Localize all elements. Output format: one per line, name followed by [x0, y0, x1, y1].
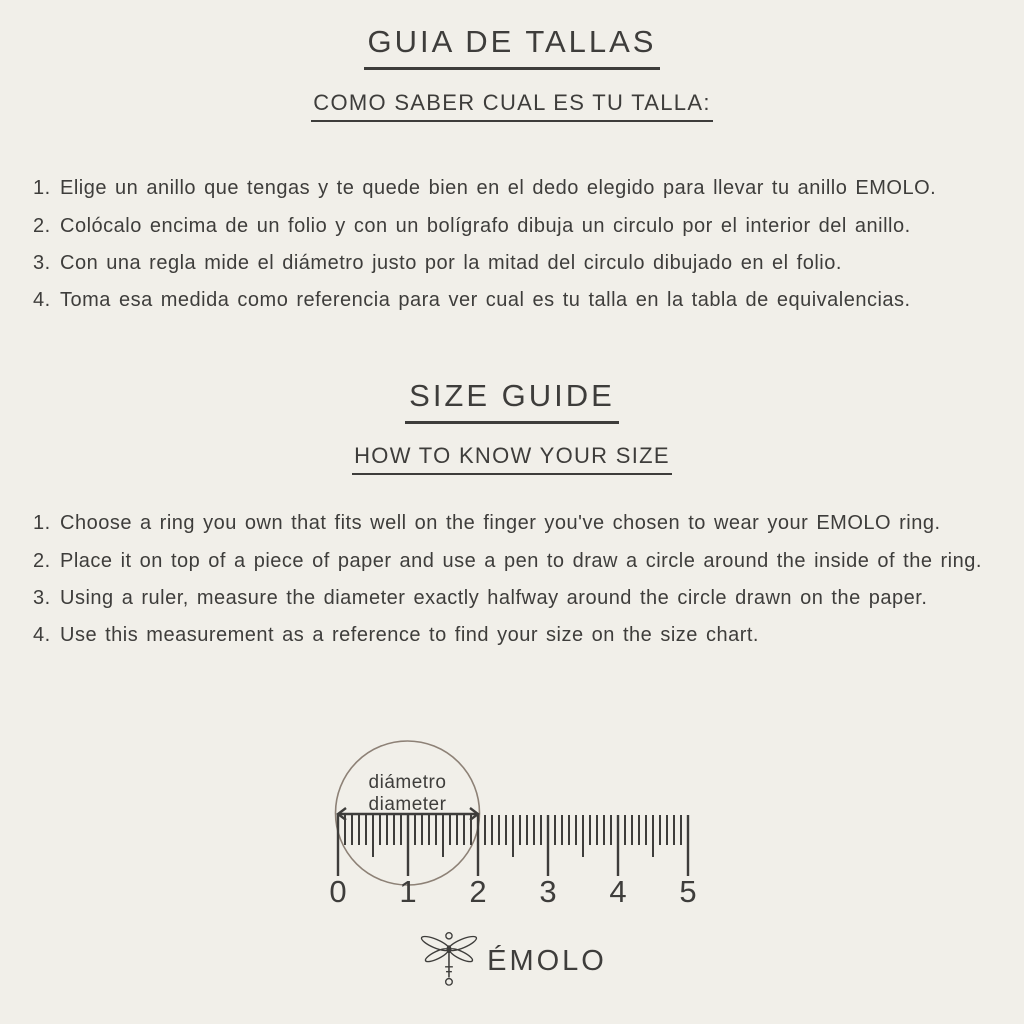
- step-text: Elige un anillo que tengas y te quede bien en el dedo elegido para llevar tu anillo EMOLO.: [60, 177, 937, 200]
- brand-name: ÉMOLO: [487, 944, 607, 977]
- step-text: Using a ruler, measure the diameter exactly halfway around the circle drawn on the paper.: [60, 586, 928, 609]
- spanish-steps-list: [33, 170, 1016, 320]
- step-number: 4.: [33, 624, 51, 647]
- step-text: Colócalo encima de un folio y con un bolígrafo dibuja un circulo por el interior del anillo.: [60, 214, 911, 237]
- ruler-number-5: 5: [679, 874, 697, 909]
- list-item: [33, 170, 1016, 207]
- ruler-number-0: 0: [329, 874, 347, 909]
- step-text: Con una regla mide el diámetro justo por la mitad del circulo dibujado en el folio.: [60, 251, 842, 274]
- brand-logo: [0, 928, 1024, 994]
- step-number: 1.: [33, 177, 51, 200]
- ruler-minor-ticks: [345, 815, 681, 857]
- ruler-number-2: 2: [469, 874, 487, 909]
- step-number: 2.: [33, 214, 51, 237]
- step-text: Choose a ring you own that fits well on the finger you've chosen to wear your EMOLO ring.: [60, 512, 941, 535]
- spanish-title: GUIA DE TALLAS: [364, 24, 661, 70]
- english-subtitle: HOW TO KNOW YOUR SIZE: [352, 443, 672, 475]
- diameter-label-en: diameter: [368, 794, 447, 815]
- ruler-number-4: 4: [609, 874, 627, 909]
- list-item: [33, 580, 1016, 617]
- step-number: 3.: [33, 251, 51, 274]
- list-item: [33, 245, 1016, 282]
- list-item: [33, 505, 1016, 542]
- step-text: Place it on top of a piece of paper and use a pen to draw a circle around the inside of the ring.: [60, 549, 982, 572]
- list-item: [33, 617, 1016, 654]
- step-number: 2.: [33, 549, 51, 572]
- step-text: Use this measurement as a reference to find your size on the size chart.: [60, 624, 759, 647]
- list-item: [33, 207, 1016, 244]
- step-number: 4.: [33, 289, 51, 312]
- ruler-numbers: [329, 874, 696, 909]
- english-steps-list: [33, 505, 1016, 655]
- english-title: SIZE GUIDE: [405, 378, 619, 424]
- ruler-illustration: [300, 735, 724, 910]
- dragonfly-icon: [417, 930, 479, 992]
- spanish-subtitle: COMO SABER CUAL ES TU TALLA:: [311, 90, 712, 122]
- step-text: Toma esa medida como referencia para ver cual es tu talla en la tabla de equivalencias.: [60, 289, 911, 312]
- ruler-number-3: 3: [539, 874, 557, 909]
- list-item: [33, 282, 1016, 319]
- ruler-number-1: 1: [399, 874, 417, 909]
- diameter-label-es: diámetro: [368, 772, 447, 793]
- ruler-diagram: [300, 735, 724, 910]
- step-number: 1.: [33, 512, 51, 535]
- step-number: 3.: [33, 586, 51, 609]
- list-item: [33, 542, 1016, 579]
